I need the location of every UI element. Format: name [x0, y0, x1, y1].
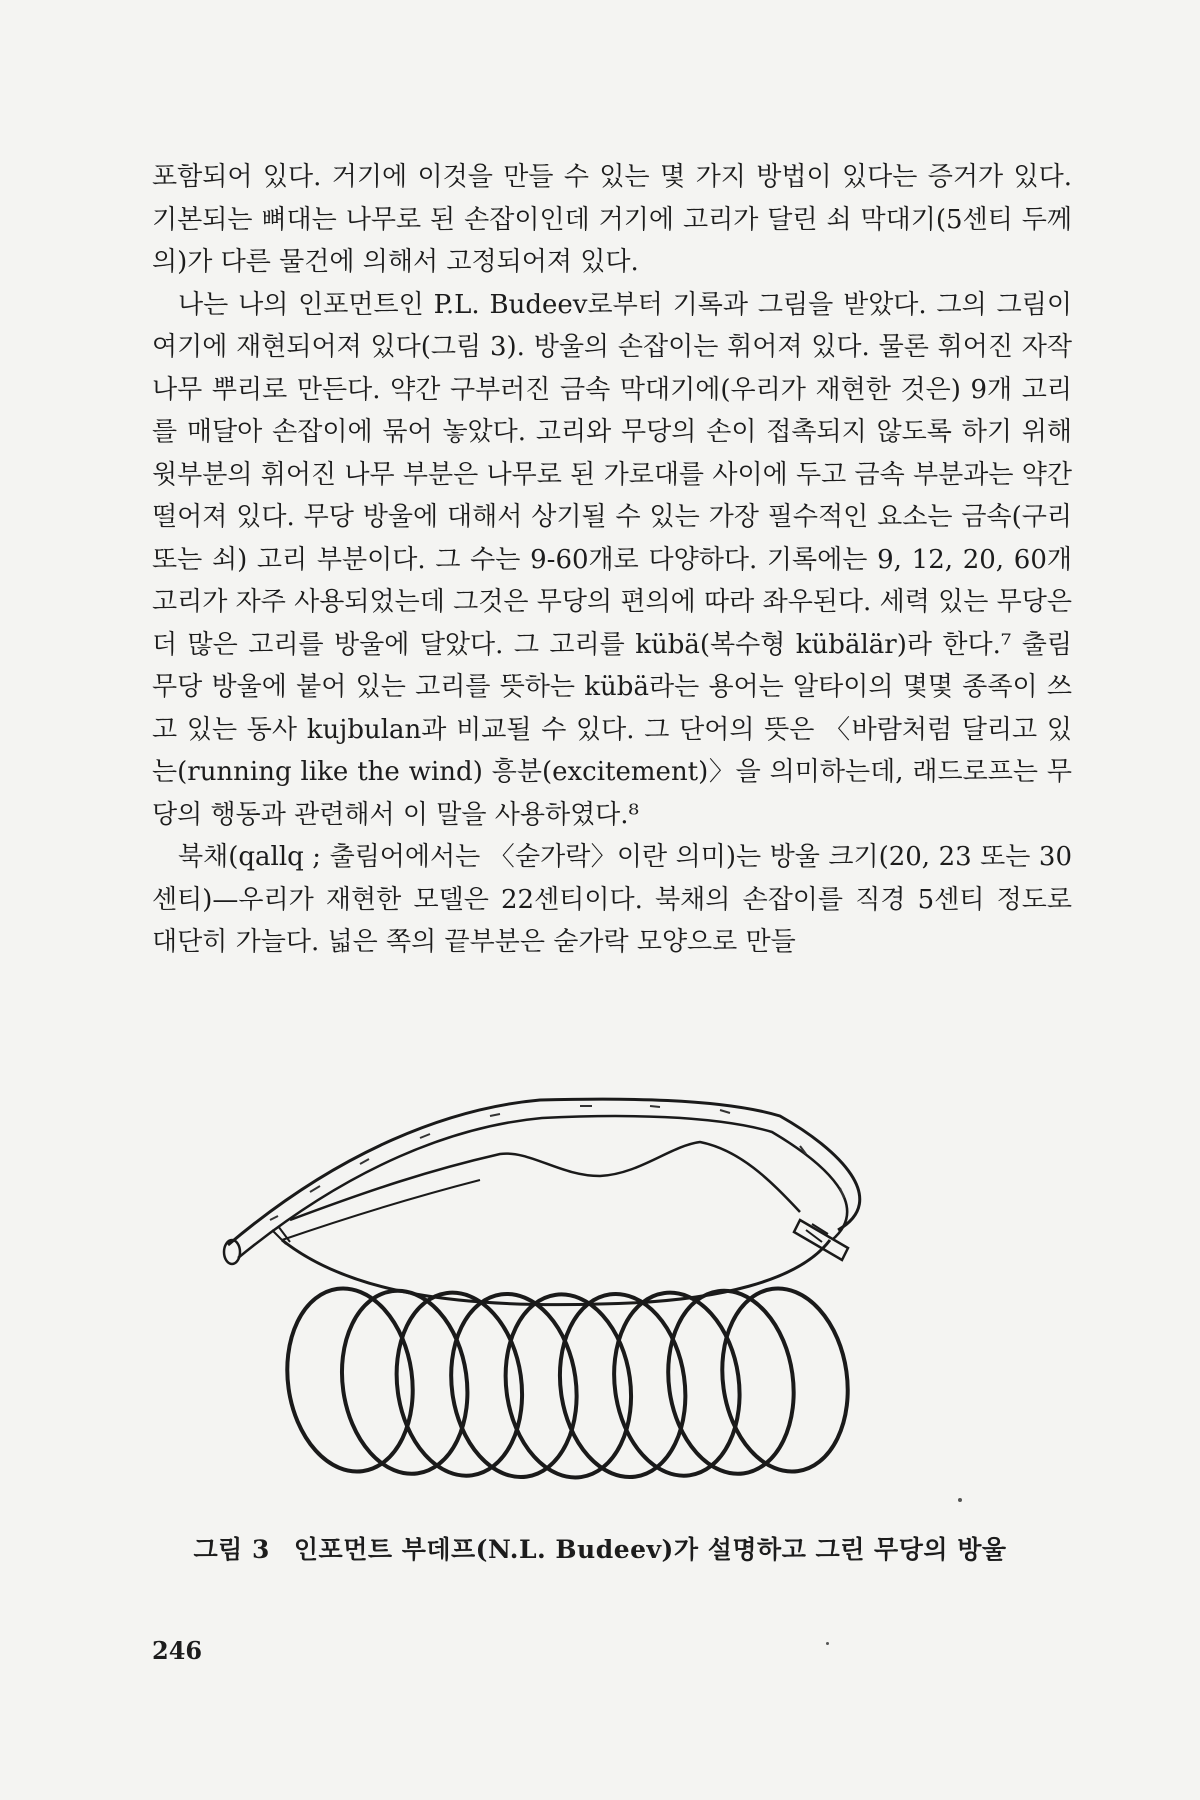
scan-speck: [826, 1642, 829, 1645]
shaman-rattle-figure: [200, 1080, 1000, 1480]
figure-caption: [0, 1530, 1200, 1566]
shaman-rattle-illustration: [200, 1080, 1000, 1480]
metal-ring: [603, 1284, 751, 1480]
figure-caption-text: 인포먼트 부데프(N.L. Budeev)가 설명하고 그린 무당의 방울: [293, 1535, 1007, 1564]
metal-ring: [330, 1283, 478, 1480]
paragraph-1: 포함되어 있다. 거기에 이것을 만들 수 있는 몇 가지 방법이 있다는 증거가 있다. 기본되는 뼈대는 나무로 된 손잡이인데 거기에 고리가 달린 쇠 막대기(5센티 두께의)가 다른 물건에 의해서 고정되어져 있다.: [152, 162, 1072, 277]
metal-rings: [276, 1280, 859, 1480]
metal-ring: [385, 1284, 533, 1480]
metal-ring: [657, 1283, 805, 1480]
paragraph-2: 나는 나의 인포먼트인 P.L. Budeev로부터 기록과 그림을 받았다. 그의 그림이 여기에 재현되어져 있다(그림 3). 방울의 손잡이는 휘어져 있다. 물론 휘어진 자작나무 뿌리로 만든다. 약간 구부러진 금속 막대기에(우리가 재현한 것은) 9개 고리를 매달아 손잡이에 묶어 놓았다. 고리와 무당의 손이 접촉되지 않도록 하기 위해 윗부분의 휘어진 나무 부분은 나무로 된 가로대를 사이에 두고 금속 부분과는 약간 떨어져 있다. 무당 방울에 대해서 상기될 수 있는 가장 필수적인 요소는 금속(구리 또는 쇠) 고리 부분이다. 그 수는 9-60개로 다양하다. 기록에는 9, 12, 20, 60개 고리가 자주 사용되었는데 그것은 무당의 편의에 따라 좌우된다. 세력 있는 무당은 더 많은 고리를 방울에 달았다. 그 고리를 kübä(복수형 kübälär)라 한다.⁷ 출림무당 방울에 붙어 있는 고리를 뜻하는 kübä라는 용어는 알타이의 몇몇 종족이 쓰고 있는 동사 kujbulan과 비교될 수 있다. 그 단어의 뜻은 〈바람처럼 달리고 있는(running like the wind) 흥분(excitement)〉을 의미하는데, 래드로프는 무당의 행동과 관련해서 이 말을 사용하였다.⁸: [152, 289, 1072, 830]
page-number: 246: [152, 1636, 203, 1665]
body-text: [152, 156, 1072, 964]
metal-ring: [494, 1286, 642, 1480]
metal-ring: [440, 1286, 588, 1480]
metal-ring: [711, 1280, 859, 1479]
metal-ring: [276, 1280, 424, 1479]
paragraph-3: 북채(qallq ; 출림어에서는 〈숟가락〉이란 의미)는 방울 크기(20, 23 또는 30센티)—우리가 재현한 모델은 22센티이다. 북채의 손잡이를 직경 5센티 정도로 대단히 가늘다. 넓은 쪽의 끝부분은 숟가락 모양으로 만들: [152, 842, 1072, 957]
wooden-handle: [224, 1099, 860, 1264]
figure-label: 그림 3: [193, 1535, 270, 1564]
scan-speck: [958, 1498, 962, 1502]
metal-ring: [548, 1286, 696, 1480]
